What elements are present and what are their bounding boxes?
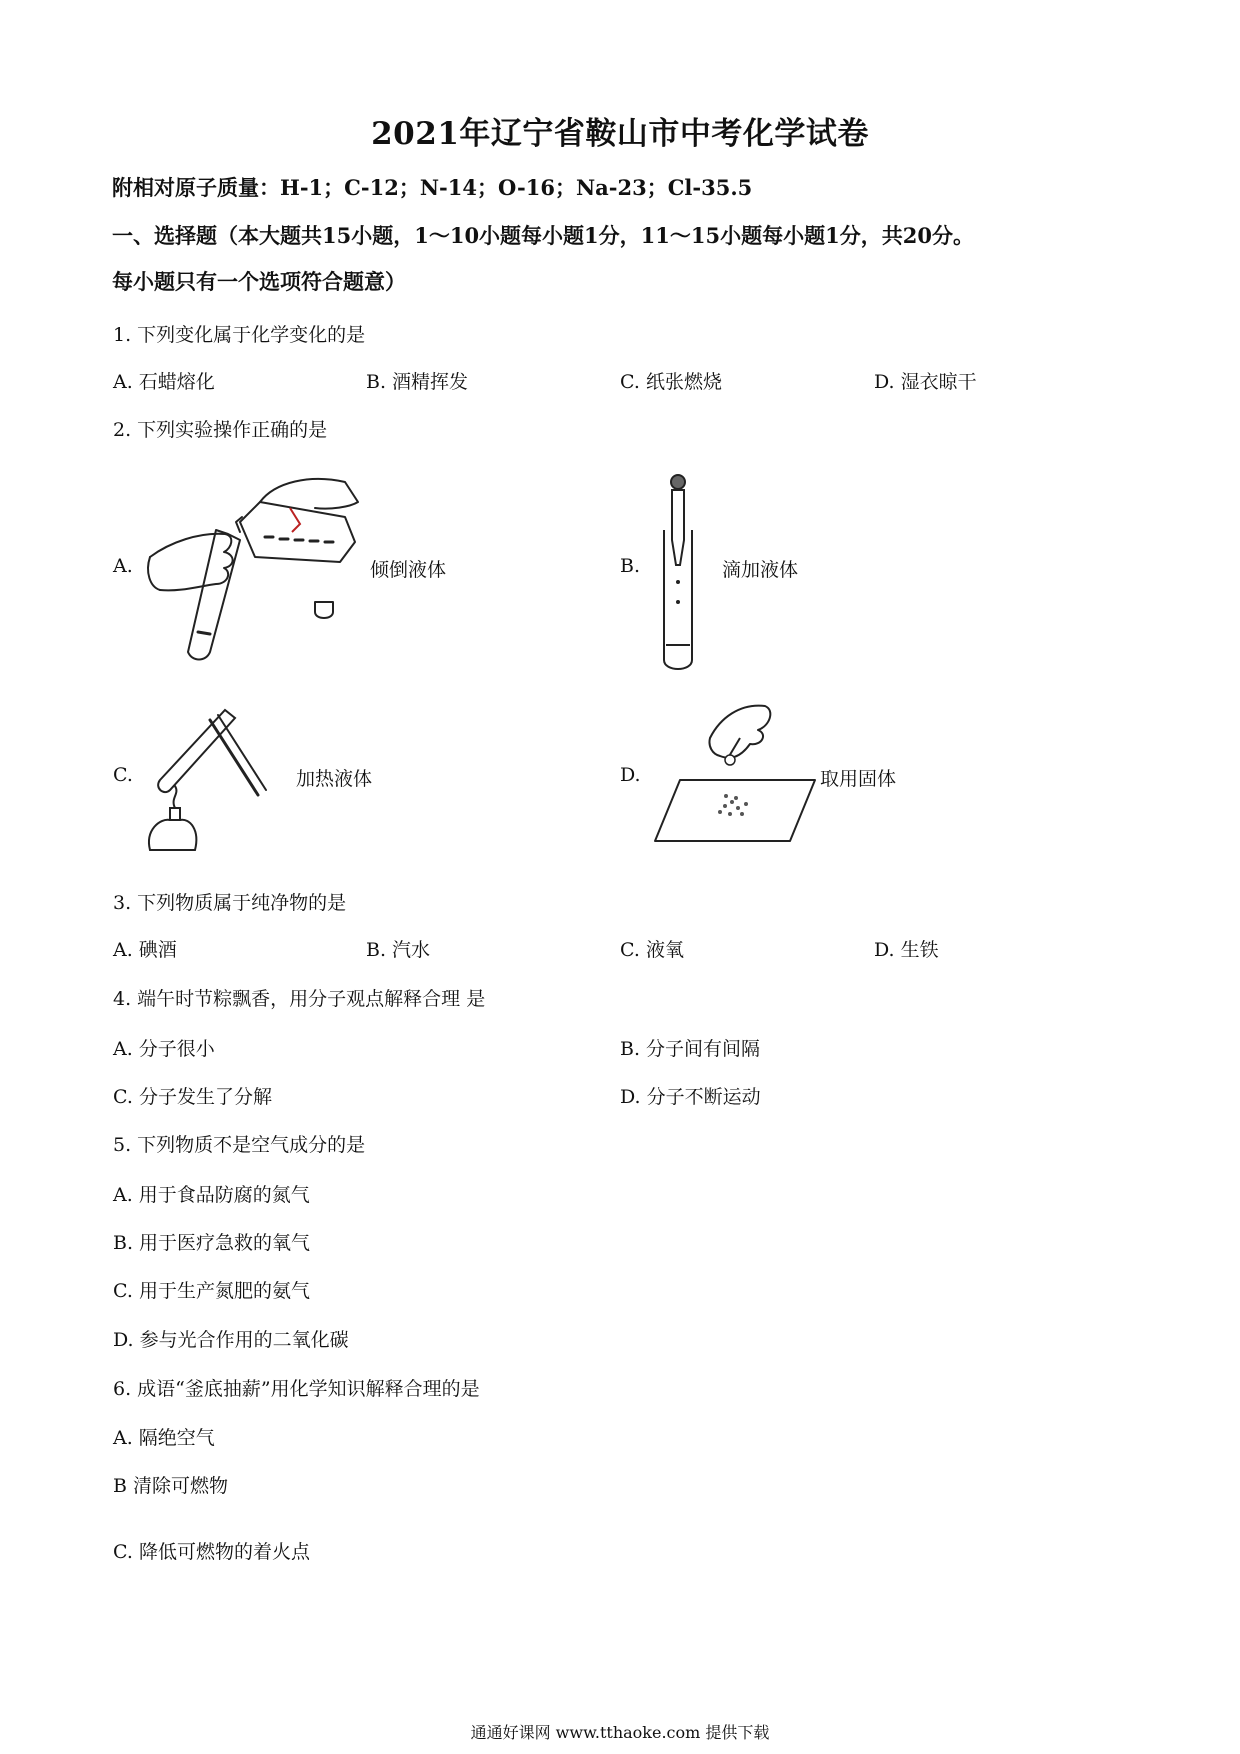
question-4-option-b: B. 分子间有间隔 [620,1038,761,1060]
section-heading-line1: 一、选择题（本大题共15小题，1～10小题每小题1分，11～15小题每小题1分，共20分。 [112,223,974,248]
question-3-option-d: D. 生铁 [874,939,939,961]
question-5-option-a: A. 用于食品防腐的氮气 [113,1184,310,1206]
question-2-option-b-letter: B. [620,555,641,577]
question-6-option-b: B 清除可燃物 [113,1475,229,1497]
question-5-stem: 5. 下列物质不是空气成分的是 [113,1134,366,1156]
question-5-option-c: C. 用于生产氮肥的氨气 [113,1280,310,1302]
section-heading-line2: 每小题只有一个选项符合题意） [112,269,406,294]
dropper-test-tube-illustration [650,470,710,675]
taking-solid-illustration [650,698,820,843]
question-4-stem: 4. 端午时节粽飘香，用分子观点解释合理 是 [113,988,486,1010]
question-1-option-c: C. 纸张燃烧 [620,371,722,393]
question-4-option-a: A. 分子很小 [113,1038,215,1060]
question-4-option-d: D. 分子不断运动 [620,1086,761,1108]
question-1-stem: 1. 下列变化属于化学变化的是 [113,324,366,346]
question-3-option-c: C. 液氧 [620,939,684,961]
question-2-option-c-letter: C. [113,764,133,786]
question-3-option-a: A. 碘酒 [113,939,177,961]
question-1-option-a: A. 石蜡熔化 [113,371,215,393]
page-title: 2021年辽宁省鞍山市中考化学试卷 [371,116,869,152]
question-2-option-a-letter: A. [113,555,133,577]
question-2-stem: 2. 下列实验操作正确的是 [113,419,328,441]
question-2-option-d-letter: D. [620,764,641,786]
footer-download-note: 通通好课网 www.tthaoke.com 提供下载 [470,1723,770,1742]
question-3-option-b: B. 汽水 [366,939,431,961]
heating-liquid-illustration [140,700,290,860]
question-1-option-d: D. 湿衣晾干 [874,371,977,393]
question-6-stem: 6. 成语“釜底抽薪”用化学知识解释合理的是 [113,1378,480,1400]
pouring-liquid-illustration [140,462,370,672]
question-6-option-a: A. 隔绝空气 [113,1427,215,1449]
question-5-option-b: B. 用于医疗急救的氧气 [113,1232,311,1254]
atomic-masses-note: 附相对原子质量：H-1；C-12；N-14；O-16；Na-23；Cl-35.5 [112,175,753,200]
question-6-option-c: C. 降低可燃物的着火点 [113,1541,310,1563]
question-2-option-a-caption: 倾倒液体 [370,559,447,581]
question-2-option-d-caption: 取用固体 [820,768,897,790]
question-5-option-d: D. 参与光合作用的二氧化碳 [113,1329,349,1351]
question-2-option-c-caption: 加热液体 [296,768,373,790]
question-3-stem: 3. 下列物质属于纯净物的是 [113,892,347,914]
question-2-option-b-caption: 滴加液体 [722,559,799,581]
question-1-option-b: B. 酒精挥发 [366,371,469,393]
question-4-option-c: C. 分子发生了分解 [113,1086,272,1108]
